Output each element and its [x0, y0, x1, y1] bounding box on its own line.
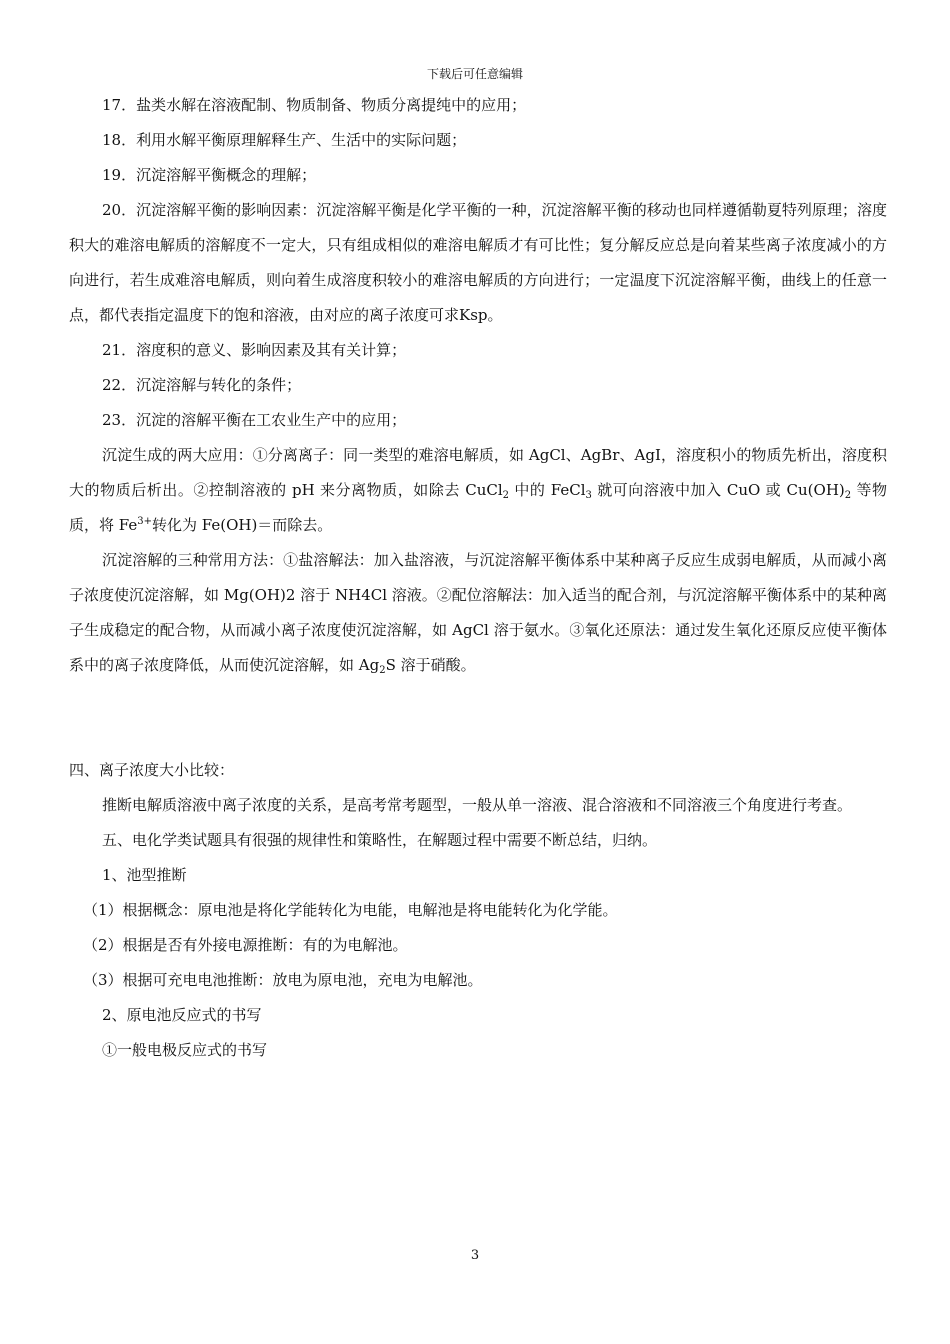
- subscript: 2: [502, 490, 510, 501]
- subscript: 2: [844, 490, 852, 501]
- text-run: S 溶于硝酸。: [385, 656, 476, 674]
- subscript: 2: [379, 665, 386, 676]
- subsection-1-point-3: （3）根据可充电电池推断：放电为原电池，充电为电解池。: [83, 971, 483, 989]
- list-item-23: 23．沉淀的溶解平衡在工农业生产中的应用；: [102, 411, 407, 429]
- list-item-21: 21．溶度积的意义、影响因素及其有关计算；: [102, 341, 407, 359]
- list-item-20: 20．沉淀溶解平衡的影响因素：沉淀溶解平衡是化学平衡的一种，沉淀溶解平衡的移动也同样遵循勒夏特列原理；溶度积大的难溶电解质的溶解度不一定大，只有组成相似的难溶电解质才有可比性；复分解反应总是向着某些离子浓度减小的方向进行，若生成难溶电解质，则向着生成溶度积较小的难溶电解质的方向进行；一定温度下沉淀溶解平衡，曲线上的任意一点，都代表指定温度下的饱和溶液，由对应的离子浓度可求Ksp。: [69, 201, 887, 324]
- list-item-17: 17．盐类水解在溶液配制、物质制备、物质分离提纯中的应用；: [102, 96, 527, 114]
- list-item-19: 19．沉淀溶解平衡概念的理解；: [102, 166, 317, 184]
- text-run: 沉淀生成的两大应用：①分离离子：同一类型的难溶电解质，如 AgCl、AgBr、AgI，溶度积小的物质先析出，溶度积大的物质后析出。②控制溶液的 pH 来分离物质，如除去 CuCl: [69, 446, 887, 499]
- document-body: [69, 88, 887, 1068]
- section-4-title: 四、离子浓度大小比较：: [69, 761, 235, 779]
- text-run: 等物质，将 Fe: [69, 481, 887, 534]
- subsection-2-title: 2、原电池反应式的书写: [102, 1006, 262, 1024]
- subsection-1-title: 1、池型推断: [102, 866, 187, 884]
- text-run: 转化为 Fe(OH)＝而除去。: [151, 516, 333, 534]
- subsection-2-item-1: ①一般电极反应式的书写: [102, 1041, 268, 1059]
- list-item-18: 18．利用水解平衡原理解释生产、生活中的实际问题；: [102, 131, 467, 149]
- text-run: 就可向溶液中加入 CuO 或 Cu(OH): [591, 481, 845, 499]
- list-item-22: 22．沉淀溶解与转化的条件；: [102, 376, 302, 394]
- page-number: 3: [470, 1248, 480, 1263]
- section-4-body: 推断电解质溶液中离子浓度的关系，是高考常考题型，一般从单一溶液、混合溶液和不同溶液三个角度进行考查。: [102, 796, 853, 814]
- precipitation-applications-paragraph: [69, 438, 887, 543]
- spacer: [69, 683, 887, 753]
- text-run: 中的 FeCl: [509, 481, 586, 499]
- superscript: 3+: [137, 516, 152, 527]
- dissolution-methods-paragraph: [69, 543, 887, 683]
- subscript: 3: [585, 490, 592, 501]
- text-run: 沉淀溶解的三种常用方法：①盐溶解法：加入盐溶液，与沉淀溶解平衡体系中某种离子反应生成弱电解质，从而减小离子浓度使沉淀溶解，如 Mg(OH)2 溶于 NH4Cl 溶液。②配位溶解法：加入适当的配合剂，与沉淀溶解平衡体系中的某种离子生成稳定的配合物，从而减小离子浓度使沉淀溶解，如 AgCl 溶于氨水。③氧化还原法：通过发生氧化还原反应使平衡体系中的离子浓度降低，从而使沉淀溶解，如 Ag: [69, 551, 887, 674]
- subsection-1-point-2: （2）根据是否有外接电源推断：有的为电解池。: [83, 936, 408, 954]
- page-header: 下载后可任意编辑: [426, 67, 523, 81]
- section-5-title: 五、电化学类试题具有很强的规律性和策略性，在解题过程中需要不断总结，归纳。: [102, 831, 658, 849]
- subsection-1-point-1: （1）根据概念：原电池是将化学能转化为电能，电解池是将电能转化为化学能。: [83, 901, 618, 919]
